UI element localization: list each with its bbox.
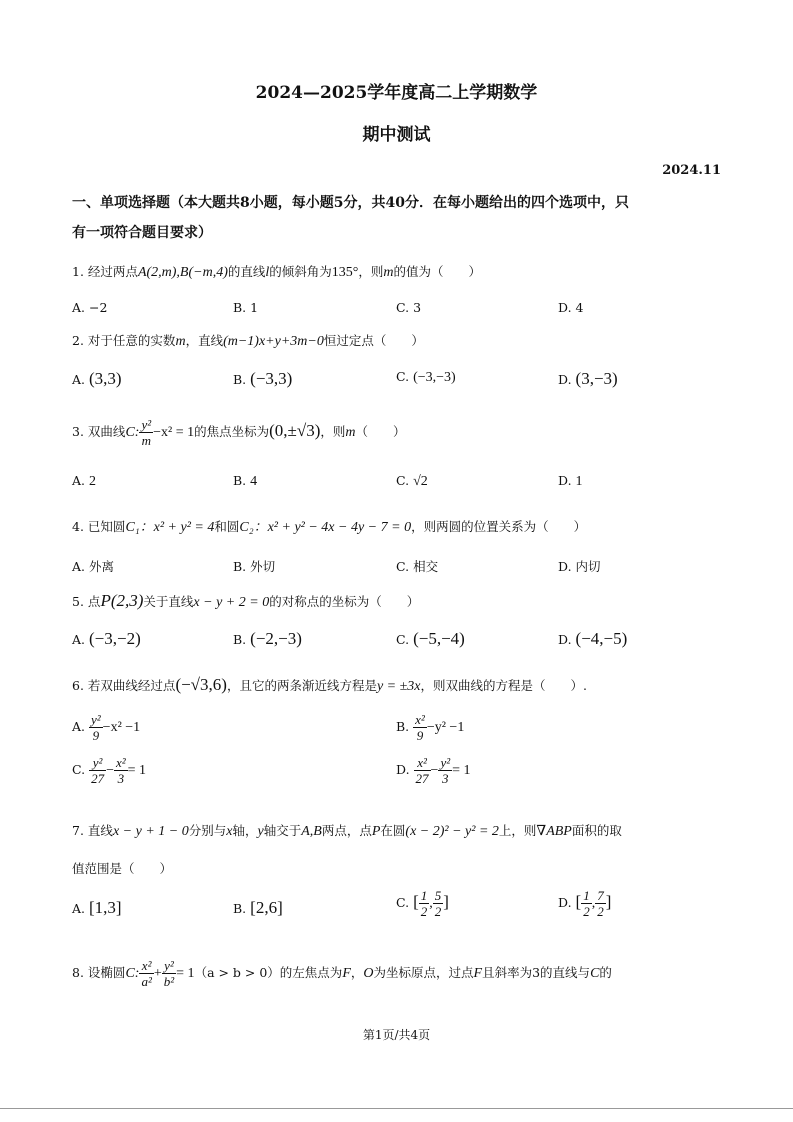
option-label: B. — [233, 372, 247, 387]
option-label: D. — [396, 762, 410, 777]
option-value: = 1 — [452, 763, 471, 778]
q1-option-a: A. −2 — [72, 300, 108, 315]
math-expr: F — [342, 966, 351, 981]
fraction: $\frac{\text{x²}}{\text{a²}}$ — [141, 958, 152, 989]
q3-option-b — [233, 473, 257, 490]
math-expr: (m−1)x+y+3m−0 — [223, 334, 324, 349]
math-expr: C: — [125, 966, 140, 981]
question-text: 若双曲线经过点 — [87, 678, 176, 693]
fraction: $\frac{\text{x²}}{27}$ — [415, 755, 429, 786]
q5-option-b — [233, 629, 302, 649]
q2-option-d — [558, 369, 618, 389]
math-expr: = 1 — [176, 966, 195, 981]
math-expr: (x − 2)² − y² = 2 — [405, 824, 499, 839]
option-label: B. — [396, 719, 410, 734]
question-text: 点 — [87, 594, 101, 609]
question-text: 分别与 — [188, 823, 227, 838]
question-text: ，且它的两条渐近线方程是 — [226, 678, 377, 693]
question-number: 6. — [72, 678, 84, 693]
question-text: 在圆 — [380, 823, 406, 838]
question-text: 和圆 — [214, 519, 240, 534]
option-label: D. — [558, 372, 572, 387]
q2-option-b — [233, 369, 292, 389]
math-expr: O — [363, 966, 374, 981]
option-value: −y² −1 — [426, 720, 465, 735]
option-value: (−5,−4) — [413, 629, 465, 648]
q6-option-d: D. $\frac{\text{x²}}{27}$ − $\frac{\text{y²}}{3}$ = 1 — [396, 755, 471, 786]
question-text: 的倾斜角为 — [269, 264, 332, 279]
option-label: A. — [72, 719, 86, 734]
q6-option-b — [396, 712, 464, 743]
question-text: （a > b > 0）的左焦点为 — [194, 965, 343, 980]
fraction: $\frac{7}{2}$ — [597, 888, 604, 919]
question-text: 对于任意的实数 — [87, 333, 176, 348]
option-label: D. — [558, 632, 572, 647]
math-expr: A,B — [301, 824, 322, 839]
option-label: B. — [233, 901, 247, 916]
math-expr: y — [257, 824, 264, 839]
q1-option-b: B. 1 — [233, 300, 259, 315]
fraction: $\frac{\text{y²}}{9}$ — [91, 712, 101, 743]
question-text: ，则两圆的位置关系为（ ） — [411, 519, 587, 534]
q4-option-b: B. 外切 — [233, 559, 276, 574]
question-text: 且斜率为3的直线与 — [482, 965, 591, 980]
option-value: −x² −1 — [102, 720, 141, 735]
question-number: 5. — [72, 594, 84, 609]
math-expr: −x² = 1 — [153, 425, 195, 440]
option-value: 2 — [89, 474, 96, 489]
math-expr: C₁：x² + y² = 4 — [125, 520, 215, 535]
option-value: [1,3] — [89, 898, 122, 917]
math-expr: l — [265, 265, 270, 280]
page-divider — [0, 1108, 793, 1109]
question-text: ，则 — [358, 264, 384, 279]
question-text: ，则双曲线的方程是（ ）. — [420, 678, 587, 693]
option-label: A. — [72, 372, 86, 387]
question-number: 2. — [72, 333, 84, 348]
section-heading-line1: 一、单项选择题（本大题共8小题，每小题5分，共40分．在每小题给出的四个选项中，只 — [72, 195, 629, 211]
question-2 — [72, 331, 732, 350]
exam-subtitle: 期中测试 — [362, 125, 431, 145]
math-expr: (0,±√3) — [269, 421, 321, 440]
q2-option-c — [396, 369, 456, 386]
q1-option-d: D. 4 — [558, 300, 584, 315]
math-expr: A(2,m),B(−m,4) — [137, 265, 228, 280]
question-text: 轴交于 — [263, 823, 302, 838]
option-value: (3,3) — [89, 369, 122, 388]
option-label: A. — [72, 473, 86, 488]
question-text: 设椭圆 — [87, 965, 126, 980]
question-text: ，则 — [320, 424, 346, 439]
option-value: [2,6] — [250, 898, 283, 917]
q6-option-c: C. $\frac{\text{y²}}{27}$ − $\frac{\text{x²}}{3}$ = 1 — [72, 755, 147, 786]
q7-option-c: C. [ $\frac{1}{2}$ , $\frac{5}{2}$ ] — [396, 888, 449, 919]
page-footer: 第1页/共4页 — [362, 1028, 431, 1042]
section-heading — [72, 188, 722, 248]
option-label: C. — [396, 895, 410, 910]
question-number: 3. — [72, 424, 84, 439]
question-3 — [72, 417, 732, 448]
question-text: 的值为（ ） — [393, 264, 482, 279]
q3-option-c — [396, 473, 428, 490]
math-expr: F — [473, 966, 483, 981]
math-expr: C — [590, 966, 600, 981]
math-expr: m — [345, 425, 356, 440]
section-heading-line2: 有一项符合题目要求） — [72, 225, 212, 241]
question-text: 的 — [599, 965, 612, 980]
question-8 — [72, 958, 732, 989]
exam-date: 2024.11 — [662, 163, 721, 178]
question-text: 恒过定点（ ） — [323, 333, 424, 348]
question-number: 8. — [72, 965, 84, 980]
question-text: 两点，点 — [321, 823, 372, 838]
math-expr: + — [153, 966, 162, 981]
q4-option-a: A. 外离 — [72, 559, 114, 574]
fraction: $\frac{\text{y²}}{\text{b²}}$ — [163, 958, 175, 989]
math-expr: ∇ABP — [536, 824, 572, 839]
q7-option-b — [233, 898, 283, 918]
question-4 — [72, 516, 732, 536]
option-label: D. — [558, 473, 572, 488]
option-value: (3,−3) — [575, 369, 618, 388]
math-expr: m — [383, 265, 394, 280]
question-text: 为坐标原点，过点 — [373, 965, 474, 980]
fraction: $\frac{\text{x²}}{9}$ — [415, 712, 425, 743]
fraction: $\frac{1}{2}$ — [583, 888, 590, 919]
option-label: A. — [72, 901, 86, 916]
fraction: $\frac{\text{y²}}{27}$ — [91, 755, 105, 786]
q2-option-a — [72, 369, 122, 389]
option-label: C. — [396, 473, 410, 488]
option-value: = 1 — [127, 763, 147, 778]
option-label: A. — [72, 632, 86, 647]
math-expr: y = ±3x — [376, 679, 421, 694]
question-1 — [72, 262, 732, 281]
fraction: $\frac{\text{y²}}{m}$ — [141, 417, 152, 448]
question-text: ， — [350, 965, 364, 980]
q3-option-d — [558, 473, 583, 490]
q7-option-d: D. [ $\frac{1}{2}$ , $\frac{7}{2}$ ] — [558, 888, 612, 919]
question-text: 已知圆 — [87, 519, 126, 534]
question-text: 面积的取 — [571, 823, 622, 838]
q4-option-c: C. 相交 — [396, 559, 439, 574]
q6-option-a — [72, 712, 140, 743]
q5-option-a — [72, 629, 141, 649]
fraction: $\frac{1}{2}$ — [420, 888, 428, 919]
question-number: 7. — [72, 823, 84, 838]
question-number: 1. — [72, 264, 84, 279]
question-text: 经过两点 — [87, 264, 138, 279]
math-expr: P — [371, 824, 381, 839]
option-label: C. — [396, 632, 410, 647]
math-expr: (−√3,6) — [175, 675, 227, 694]
option-label: D. — [558, 895, 572, 910]
math-expr: P(2,3) — [100, 591, 144, 610]
question-text: 的对称点的坐标为（ ） — [269, 594, 420, 609]
option-label: C. — [396, 369, 410, 384]
q1-option-c: C. 3 — [396, 300, 422, 315]
option-value: 4 — [250, 474, 258, 489]
math-expr: m — [175, 334, 186, 349]
fraction: $\frac{\text{y²}}{3}$ — [440, 755, 451, 786]
math-expr: x — [226, 824, 233, 839]
option-value: (−3,3) — [250, 369, 293, 388]
option-label: C. — [72, 762, 86, 777]
q5-option-d — [558, 629, 627, 649]
question-text: 直线 — [87, 823, 113, 838]
option-value: (−3,−3) — [413, 370, 456, 385]
option-value: (−2,−3) — [250, 629, 302, 648]
math-expr: 135° — [331, 265, 359, 280]
question-text: 双曲线 — [87, 424, 126, 439]
question-6 — [72, 675, 732, 695]
option-value: √2 — [413, 474, 428, 489]
q3-option-a — [72, 473, 96, 490]
math-expr: C₂：x² + y² − 4x − 4y − 7 = 0 — [239, 520, 412, 535]
exam-title: 2024—2025学年度高二上学期数学 — [255, 83, 538, 103]
question-text: 上，则 — [498, 823, 537, 838]
question-text: 轴， — [232, 823, 258, 838]
q4-option-d: D. 内切 — [558, 559, 601, 574]
math-expr: C: — [125, 425, 140, 440]
math-expr: x − y + 1 − 0 — [112, 824, 189, 839]
option-value: 1 — [575, 474, 583, 489]
option-value: (−3,−2) — [89, 629, 141, 648]
question-text: ，直线 — [185, 333, 224, 348]
question-7-line2: 值范围是（ ） — [72, 861, 173, 876]
question-text: 的焦点坐标为 — [194, 424, 270, 439]
question-text: 关于直线 — [143, 594, 194, 609]
option-label: B. — [233, 632, 247, 647]
q7-option-a — [72, 898, 122, 918]
fraction: $\frac{5}{2}$ — [434, 888, 442, 919]
option-value: (−4,−5) — [575, 629, 628, 648]
question-text: 的直线 — [227, 264, 266, 279]
question-7 — [72, 821, 732, 840]
question-text: （ ） — [355, 424, 406, 439]
option-label: B. — [233, 473, 247, 488]
q5-option-c — [396, 629, 465, 649]
question-5 — [72, 591, 732, 611]
math-expr: x − y + 2 = 0 — [193, 595, 270, 610]
fraction: $\frac{\text{x²}}{3}$ — [115, 755, 126, 786]
question-number: 4. — [72, 519, 84, 534]
